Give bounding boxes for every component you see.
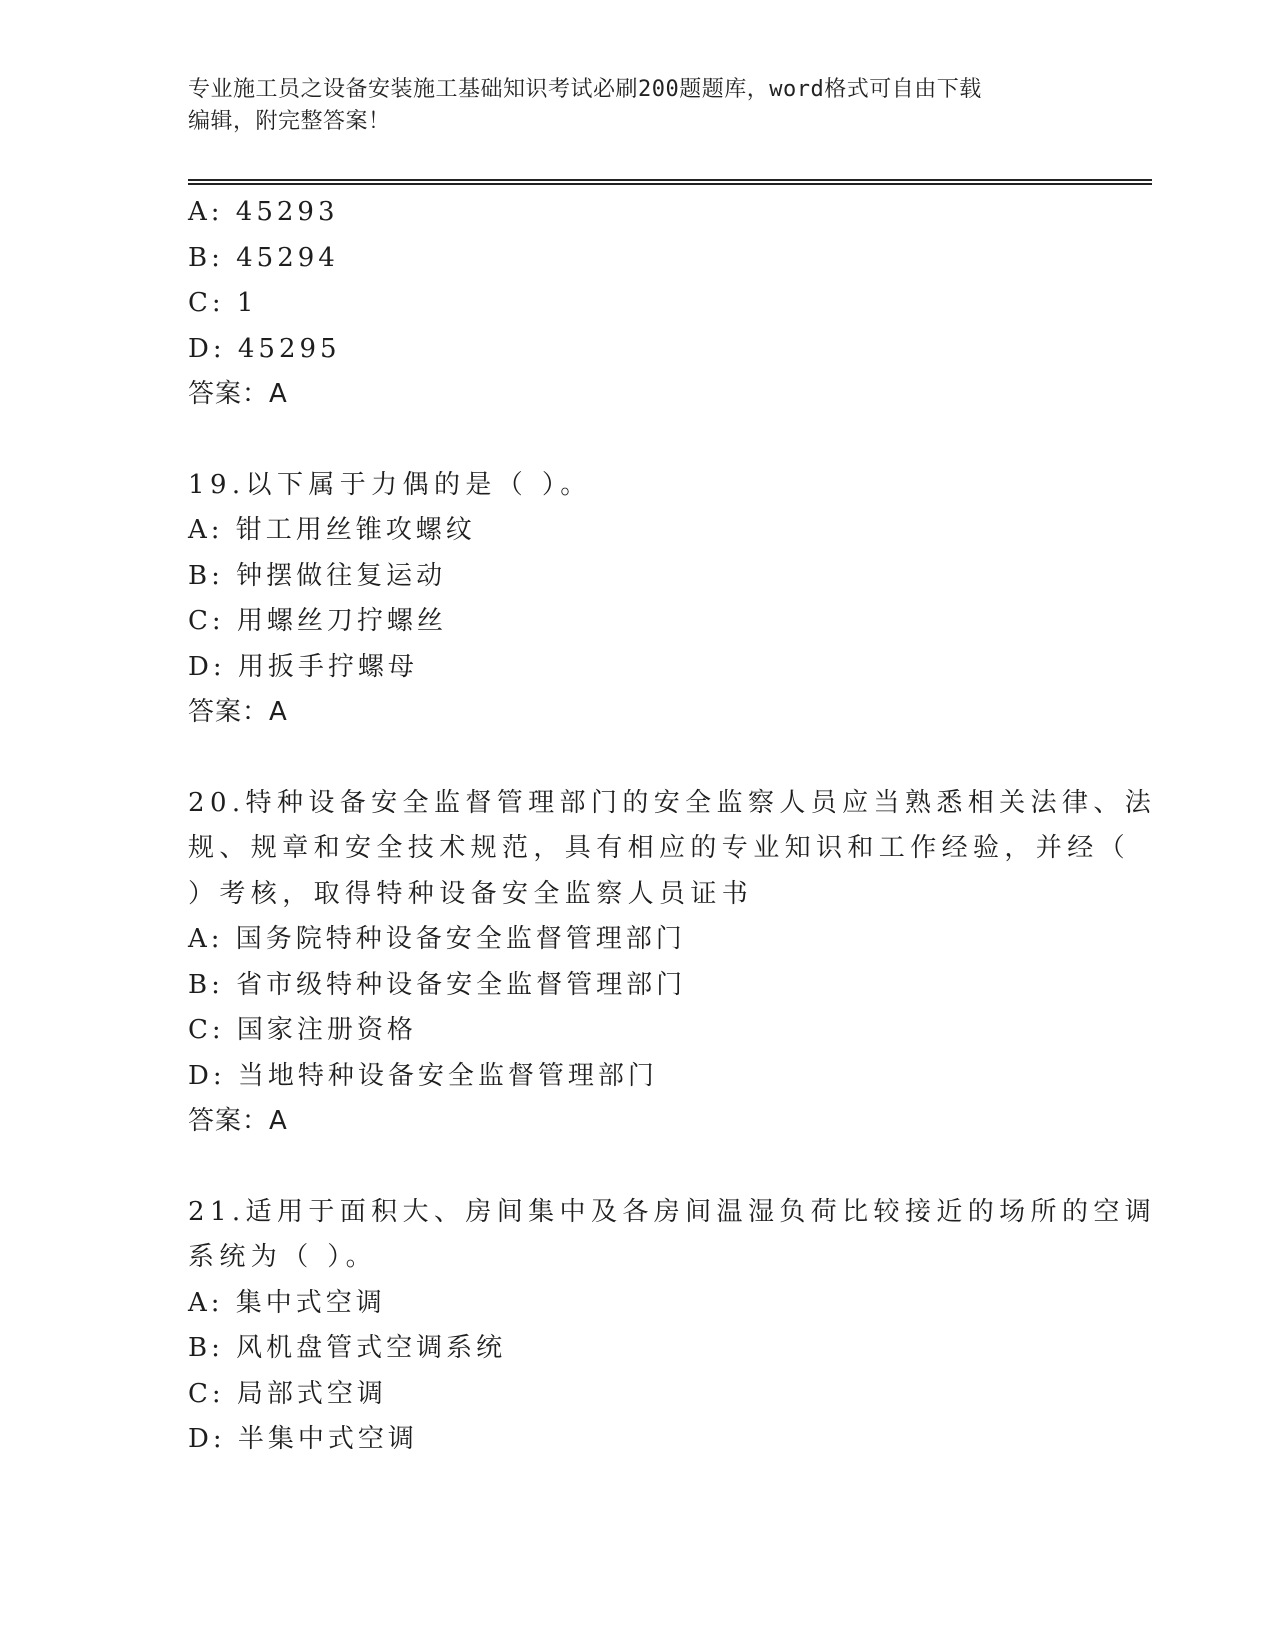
- option-d: D: 45295: [188, 333, 341, 364]
- page-header: [188, 74, 1068, 138]
- spacer: [188, 418, 1088, 463]
- header-rule-bottom: [188, 183, 1152, 185]
- document-body: [188, 190, 1157, 1463]
- question-text-line-3: ）考核，取得特种设备安全监察人员证书: [188, 878, 754, 909]
- question-text-line-2: 系统为（ ）。: [188, 1242, 378, 1272]
- option-a: A: 国务院特种设备安全监督管理部门: [188, 924, 686, 954]
- question-19: [188, 463, 1088, 736]
- option-c: C: 用螺丝刀拧螺丝: [188, 606, 447, 636]
- option-a: A: 45293: [188, 197, 339, 227]
- option-b: B: 省市级特种设备安全监督管理部门: [188, 969, 687, 1000]
- spacer: [188, 1145, 1088, 1190]
- option-d: D: 用扳手拧螺母: [188, 651, 418, 682]
- option-b: B: 风机盘管式空调系统: [188, 1333, 507, 1363]
- question-text-line-2: 规、规章和安全技术规范，具有相应的专业知识和工作经验，并经（: [188, 833, 1131, 863]
- answer: 答案：A: [188, 1106, 288, 1136]
- option-b: B: 钟摆做往复运动: [188, 560, 447, 591]
- option-d: D: 半集中式空调: [188, 1424, 418, 1454]
- question-text-line-1: 20.特种设备安全监督管理部门的安全监察人员应当熟悉相关法律、法: [188, 787, 1157, 818]
- header-rule-top: [188, 179, 1152, 181]
- answer: 答案：A: [188, 379, 288, 409]
- option-a: A: 集中式空调: [188, 1287, 386, 1318]
- option-a: A: 钳工用丝锥攻螺纹: [188, 515, 476, 545]
- option-d: D: 当地特种设备安全监督管理部门: [188, 1060, 658, 1091]
- header-line-1: 专业施工员之设备安装施工基础知识考试必刷200题题库，word格式可自由下载: [188, 77, 982, 102]
- question-21: [188, 1190, 1157, 1463]
- question-18: [188, 190, 1088, 418]
- spacer: [188, 736, 1088, 781]
- option-b: B: 45294: [188, 242, 339, 273]
- header-line-2: 编辑，附完整答案！: [188, 109, 391, 134]
- question-text: 19.以下属于力偶的是（ ）。: [188, 469, 592, 500]
- question-text-line-1: 21.适用于面积大、房间集中及各房间温湿负荷比较接近的场所的空调: [188, 1196, 1157, 1227]
- option-c: C: 1: [188, 288, 258, 318]
- option-c: C: 局部式空调: [188, 1378, 387, 1409]
- answer: 答案：A: [188, 697, 288, 727]
- option-c: C: 国家注册资格: [188, 1015, 417, 1045]
- question-20: [188, 781, 1157, 1145]
